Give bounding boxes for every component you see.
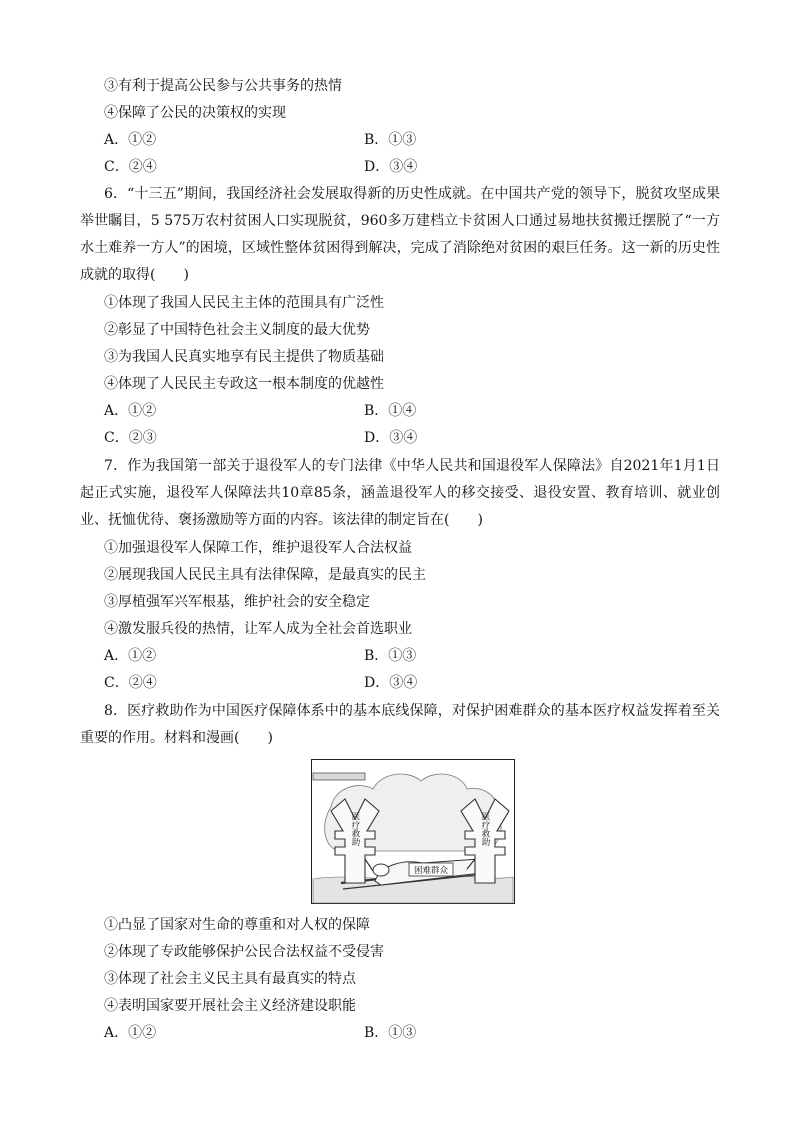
q5-item-4: ④保障了公民的决策权的实现 (104, 105, 286, 121)
q6-item-1: ①体现了我国人民民主主体的范围具有广泛性 (104, 295, 384, 311)
q8-item-3: ③体现了社会主义民主具有最真实的特点 (104, 971, 356, 987)
q7-option-c[interactable]: C．②④ (104, 675, 157, 691)
q6-item-2: ②彰显了中国特色社会主义制度的最大优势 (104, 322, 370, 338)
left-sign-text: 医疗救助 (350, 812, 360, 846)
q5-item-3: ③有利于提高公民参与公共事务的热情 (104, 78, 342, 94)
q7-item-1: ①加强退役军人保障工作，维护退役军人合法权益 (104, 540, 412, 556)
q5-option-a[interactable]: A．①② (104, 132, 157, 148)
q6-item-4: ④体现了人民民主专政这一根本制度的优越性 (104, 376, 384, 392)
medical-aid-cartoon (311, 759, 515, 904)
q6-option-b[interactable]: B．①④ (364, 403, 417, 419)
q6-stem: 6．“十三五”期间，我国经济社会发展取得新的历史性成就。在中国共产党的领导下，脱贫攻坚成果举世瞩目，5 575万农村贫困人口实现脱贫，960多万建档立卡贫困人口通过易地扶贫搬迁摆脱了“一方水土难养一方人”的困境，区域性整体贫困得到解决，完成了消除绝对贫困的艰巨任务。这一新的历史性成就的取得( ) (80, 186, 720, 283)
blanket-label: 困难群众 (413, 866, 449, 876)
q6-item-3: ③为我国人民真实地享有民主提供了物质基础 (104, 349, 384, 365)
q8-options-row-1 (104, 1023, 704, 1043)
q7-item-4: ④激发服兵役的热情，让军人成为全社会首选职业 (104, 621, 412, 637)
q8-option-a[interactable]: A．①② (104, 1025, 157, 1041)
q7-stem: 7．作为我国第一部关于退役军人的专门法律《中华人民共和国退役军人保障法》自2021年1月1日起正式实施，退役军人保障法共10章85条，涵盖退役军人的移交接受、退役安置、教育培训、就业创业、抚恤优待、褒扬激励等方面的内容。该法律的制定旨在( ) (80, 458, 720, 528)
q7-item-3: ③厚植强军兴军根基，维护社会的安全稳定 (104, 594, 370, 610)
q5-option-c[interactable]: C．②④ (104, 159, 157, 175)
q5-options-row-2 (104, 157, 704, 177)
q7-option-b[interactable]: B．①③ (364, 648, 417, 664)
q8-option-b[interactable]: B．①③ (364, 1025, 417, 1041)
q6-options-row-2 (104, 428, 704, 448)
q7-option-a[interactable]: A．①② (104, 648, 157, 664)
q7-option-d[interactable]: D．③④ (364, 675, 418, 691)
q8-stem: 8．医疗救助作为中国医疗保障体系中的基本底线保障，对保护困难群众的基本医疗权益发挥着至关重要的作用。材料和漫画( ) (80, 703, 720, 746)
right-sign-text: 医疗救助 (480, 812, 490, 846)
q5-options-row-1 (104, 130, 704, 150)
q6-option-a[interactable]: A．①② (104, 403, 157, 419)
q6-option-c[interactable]: C．②③ (104, 430, 157, 446)
q8-item-2: ②体现了专政能够保护公民合法权益不受侵害 (104, 944, 384, 960)
q7-options-row-2 (104, 673, 704, 693)
q8-item-4: ④表明国家要开展社会主义经济建设职能 (104, 998, 356, 1014)
q8-item-1: ①凸显了国家对生命的尊重和对人权的保障 (104, 917, 370, 933)
q6-options-row-1 (104, 401, 704, 421)
q7-options-row-1 (104, 646, 704, 666)
q5-option-b[interactable]: B．①③ (364, 132, 417, 148)
q7-item-2: ②展现我国人民民主具有法律保障，是最真实的民主 (104, 567, 426, 583)
q5-option-d[interactable]: D．③④ (364, 159, 418, 175)
q6-option-d[interactable]: D．③④ (364, 430, 418, 446)
